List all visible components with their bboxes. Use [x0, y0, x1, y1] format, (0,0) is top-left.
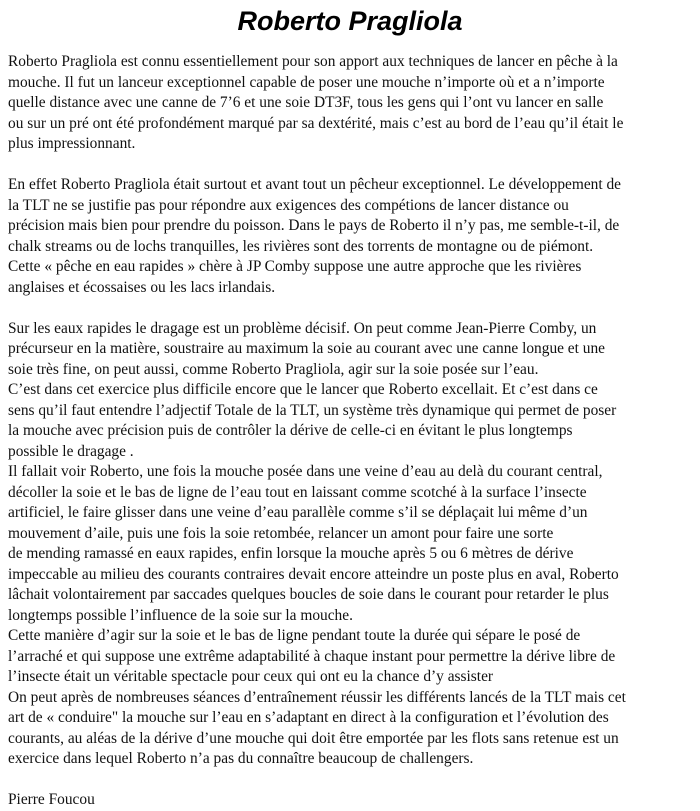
text-line: anglaises et écossaises ou les lacs irlandais. [8, 278, 276, 296]
text-line: de mending ramassé en eaux rapides, enfin lorsque la mouche après 5 ou 6 mètres de dérive [8, 545, 574, 562]
text-line: chalk streams ou de lochs tranquilles, les rivières sont des torrents de montagne ou de piémont. [8, 237, 594, 255]
text-line: ou sur un pré ont été profondément marqué par sa dextérité, mais c’est au bord de l’eau qu’il était le [8, 114, 624, 132]
text-line: art de « conduire" la mouche sur l’eau en s’adaptant en direct à la configuration et l’évolution des [8, 709, 609, 726]
text-line: possible le dragage . [8, 442, 134, 460]
text-line: impeccable au milieu des courants contraires devait encore atteindre un poste plus en aval, Roberto [8, 565, 619, 583]
text-line: la mouche avec précision puis de contrôler la dérive de celle-ci en évitant le plus longtemps [8, 422, 573, 439]
text-line: Roberto Pragliola est connu essentiellement pour son apport aux techniques de lancer en pêche à la [8, 53, 618, 70]
text-line: exercice dans lequel Roberto n’a pas du connaître beaucoup de challengers. [8, 750, 474, 767]
text-line: l’insecte était un véritable spectacle pour ceux qui ont eu la chance d’y assister [8, 668, 494, 685]
text-line: décoller la soie et le bas de ligne de l’eau tout en laissant comme scotché à la surface l’insecte [8, 483, 587, 501]
article-body [8, 52, 694, 811]
text-line: Il fallait voir Roberto, une fois la mouche posée dans une veine d’eau au delà du courant central, [8, 463, 603, 480]
text-line: Cette manière d’agir sur la soie et le bas de ligne pendant toute la durée qui sépare le posé de [8, 627, 581, 644]
text-line: soie très fine, on peut aussi, comme Roberto Pragliola, agir sur la soie posée sur l’eau. [8, 360, 539, 378]
text-line: mouche. Il fut un lanceur exceptionnel capable de poser une mouche n’importe où et a n’importe [8, 73, 605, 91]
paragraph-3 [8, 319, 694, 770]
text-line: quelle distance avec une canne de 7’6 et une soie DT3F, tous les gens qui l’ont vu lancer en salle [8, 94, 604, 111]
text-line: courants, au aléas de la dérive d’une mouche qui doit être emportée par les flots sans retenue est un [8, 729, 619, 747]
text-line: précurseur en la matière, soustraire au maximum la soie au courant avec une canne longue et une [8, 340, 605, 357]
text-line: Cette « pêche en eau rapides » chère à JP Comby suppose une autre approche que les rivières [8, 258, 582, 275]
text-line: la TLT ne se justifie pas pour répondre aux exigences des compétions de lancer distance ou [8, 196, 569, 214]
text-line: C’est dans cet exercice plus difficile encore que le lancer que Roberto excellait. Et c’est dans ce [8, 381, 598, 398]
text-line: On peut après de nombreuses séances d’entraînement réussir les différents lancés de la TLT mais cet [8, 688, 626, 706]
text-line: l’arraché et qui suppose une extrême adaptabilité à chaque instant pour permettre la dérive libre de [8, 647, 616, 665]
page-title: Roberto Pragliola [237, 6, 463, 36]
text-line: longtemps possible l’influence de la soie sur la mouche. [8, 606, 353, 624]
text-line: précision mais bien pour prendre du poisson. Dans le pays de Roberto il n’y pas, me semble-t-il, de [8, 217, 620, 234]
text-line: artificiel, le faire glisser dans une veine d’eau parallèle comme s’il se déplaçait lui même d’un [8, 504, 588, 521]
text-line: lâchait volontairement par saccades quelques boucles de soie dans le courant pour retarder le plus [8, 586, 609, 603]
text-line: En effet Roberto Pragliola était surtout et avant tout un pêcheur exceptionnel. Le développement de [8, 176, 621, 193]
text-line: mouvement d’aile, puis une fois la soie retombée, relancer un amont pour faire une sorte [8, 524, 554, 542]
paragraph-2 [8, 175, 694, 298]
paragraph-1 [8, 52, 694, 155]
text-line: Sur les eaux rapides le dragage est un problème décisif. On peut comme Jean-Pierre Comby, un [8, 319, 597, 337]
text-line: plus impressionnant. [8, 135, 136, 152]
author-signature: Pierre Foucou [8, 791, 95, 808]
text-line: sens qu’il faut entendre l’adjectif Totale de la TLT, un système très dynamique qui permet de poser [8, 401, 617, 419]
